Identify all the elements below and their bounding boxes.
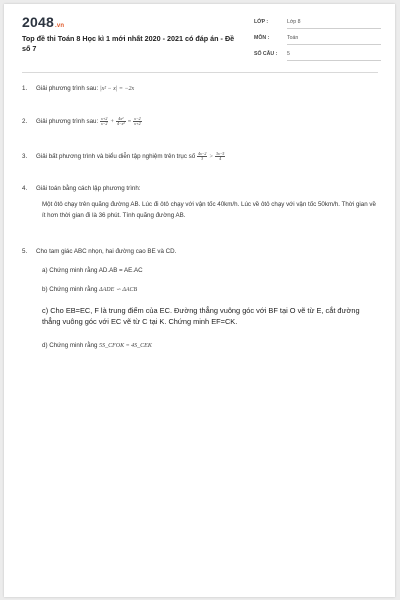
question-number: 2. (22, 118, 28, 125)
question-text (36, 117, 142, 127)
fraction-denominator: 3 (201, 156, 204, 161)
exam-title: Top đề thi Toán 8 Học kì 1 mới nhất 2020 - 2021 có đáp án - Đề số 7 (22, 34, 235, 53)
fraction (116, 117, 126, 126)
plus-sign: + (110, 119, 115, 126)
question-number: 3. (22, 153, 28, 160)
document-page (4, 4, 395, 597)
fraction-numerator: 3x−5 (215, 151, 225, 156)
fraction-numerator: 4x−2 (197, 151, 207, 156)
fraction-denominator: x+2 (134, 121, 141, 126)
question-1-equation: |x² − x| = −2x (99, 86, 135, 92)
question-text (36, 84, 134, 94)
equals-sign: = (127, 119, 132, 126)
question-4-body: Một ôtô chạy trên quãng đường AB. Lúc đi ôtô chạy với vận tốc 40km/h. Lúc về ôtô chạy với vận tốc 50km/h. Thời gian về ít hơn thời gian đi là 36 phút. Tính quãng đường AB. (42, 201, 376, 219)
logo-suffix: .vn (54, 23, 65, 29)
meta-value-class: Lớp 8 (287, 18, 381, 29)
logo-main: 2048 (22, 14, 54, 30)
question-number: 4. (22, 185, 28, 192)
meta-label: MÔN : (254, 35, 270, 41)
fraction (133, 117, 141, 126)
part-b-formula: ΔADE ∽ ΔACB (99, 287, 138, 293)
fraction (100, 117, 108, 126)
fraction-denominator: x−2 (100, 121, 108, 126)
question-number: 1. (22, 85, 28, 92)
fraction-numerator: x−2 (134, 116, 141, 121)
question-5-part-b (42, 284, 378, 296)
exam-meta (254, 18, 382, 66)
question-1-text: Giải phương trình sau: (36, 85, 99, 92)
greater-than-sign: > (209, 154, 214, 161)
meta-row-count (254, 50, 382, 63)
question-5-part-a: a) Chứng minh rằng AD.AB = AE.AC (42, 267, 143, 274)
question-5-part-d (42, 340, 378, 352)
question-text: Cho tam giác ABC nhọn, hai đường cao BE và CD. (36, 248, 177, 255)
meta-label: LỚP : (254, 19, 269, 25)
question-3-text: Giải bất phương trình và biểu diễn tập nghiệm trên trục số (36, 153, 196, 161)
part-d-formula: 5S_CFOK = 4S_CEK (99, 343, 152, 349)
fraction (197, 152, 207, 161)
fraction-denominator: 4 (219, 156, 222, 161)
fraction-numerator: x+2 (100, 116, 108, 121)
meta-value-count: 5 (287, 50, 381, 61)
question-5-part-c: c) Cho EB=EC, F là trung điểm của EC. Đường thẳng vuông góc với BF tại O vẽ từ E, cắt đường thẳng vuông góc với EC vẽ từ C tại K. Chứng minh EF=CK. (42, 306, 360, 326)
site-logo[interactable] (22, 14, 64, 30)
document-header (4, 4, 395, 68)
question-text: Giải toán bằng cách lập phương trình: (36, 185, 141, 192)
fraction-denominator: 4−x² (116, 121, 125, 126)
part-b-text: b) Chứng minh rằng (42, 286, 98, 293)
question-number: 5. (22, 248, 28, 255)
header-divider (22, 72, 378, 73)
question-text (36, 152, 225, 162)
fraction-numerator: 4x² (116, 117, 126, 122)
fraction (215, 152, 225, 161)
meta-row-class (254, 18, 382, 31)
meta-row-subject (254, 34, 382, 47)
meta-label: SỐ CÂU : (254, 51, 278, 57)
part-d-text: d) Chứng minh rằng (42, 342, 98, 349)
question-2-text: Giải phương trình sau: (36, 118, 99, 126)
meta-value-subject: Toán (287, 34, 381, 45)
